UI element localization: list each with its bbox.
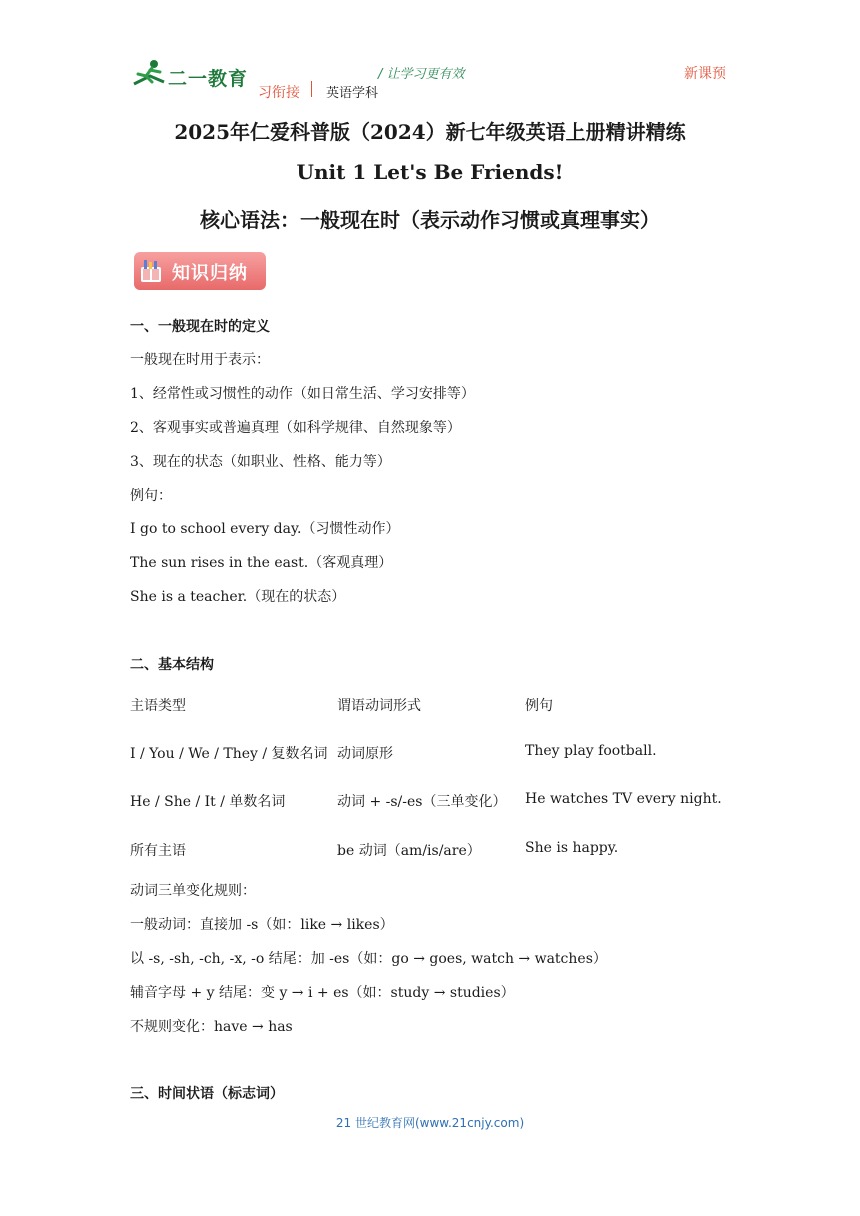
runner-logo-icon: [130, 58, 170, 90]
table-cell: He watches TV every night.: [525, 791, 722, 807]
section-3-heading: 三、时间状语（标志词）: [130, 1086, 284, 1102]
table-cell: She is happy.: [525, 840, 619, 856]
header-divider: [311, 81, 312, 97]
slogan: / 让学习更有效: [378, 67, 465, 82]
table-cell: He / She / It / 单数名词: [130, 794, 286, 810]
book-icon: [140, 259, 162, 283]
table-cell: be 动词（am/is/are）: [337, 843, 481, 859]
table-cell: 所有主语: [130, 843, 186, 859]
table-header-cell: 主语类型: [130, 698, 186, 714]
table-cell: They play football.: [525, 743, 657, 759]
footer-link[interactable]: 21 世纪教育网(www.21cnjy.com): [335, 1116, 525, 1130]
promo-text-right: 新课预: [684, 66, 726, 82]
logo-text: 二一教育: [168, 68, 249, 90]
example-sentence: She is a teacher.（现在的状态）: [130, 589, 346, 605]
table-cell: 动词 + -s/-es（三单变化）: [337, 794, 507, 810]
table-header-cell: 例句: [525, 698, 553, 714]
example-sentence: The sun rises in the east.（客观真理）: [130, 555, 393, 571]
topic-title: 核心语法：一般现在时（表示动作习惯或真理事实）: [200, 208, 660, 232]
rule-line: 不规则变化：have → has: [130, 1019, 293, 1035]
example-label: 例句：: [130, 488, 172, 504]
definition-line: 3、现在的状态（如职业、性格、能力等）: [130, 454, 391, 470]
definition-line: 1、经常性或习惯性的动作（如日常生活、学习安排等）: [130, 386, 475, 402]
section-1-heading: 一、一般现在时的定义: [130, 319, 270, 335]
rule-line: 辅音字母 + y 结尾：变 y → i + es（如：study → studies）: [130, 985, 515, 1001]
definition-line: 一般现在时用于表示：: [130, 352, 270, 368]
rules-heading: 动词三单变化规则：: [130, 883, 256, 899]
promo-text-left: 习衔接: [258, 85, 300, 101]
section-2-heading: 二、基本结构: [130, 657, 214, 673]
rule-line: 以 -s, -sh, -ch, -x, -o 结尾：加 -es（如：go → goes, watch → watches）: [130, 951, 607, 967]
table-cell: 动词原形: [337, 746, 393, 762]
document-title: 2025年仁爱科普版（2024）新七年级英语上册精讲精练: [174, 120, 686, 144]
table-cell: I / You / We / They / 复数名词: [130, 746, 328, 762]
subject-label: 英语学科: [326, 86, 379, 101]
unit-title: Unit 1 Let's Be Friends!: [296, 160, 564, 184]
badge-label: 知识归纳: [172, 263, 248, 284]
rule-line: 一般动词：直接加 -s（如：like → likes）: [130, 917, 394, 933]
table-header-cell: 谓语动词形式: [337, 698, 421, 714]
knowledge-summary-badge: [134, 252, 266, 290]
definition-line: 2、客观事实或普遍真理（如科学规律、自然现象等）: [130, 420, 461, 436]
example-sentence: I go to school every day.（习惯性动作）: [130, 521, 400, 537]
